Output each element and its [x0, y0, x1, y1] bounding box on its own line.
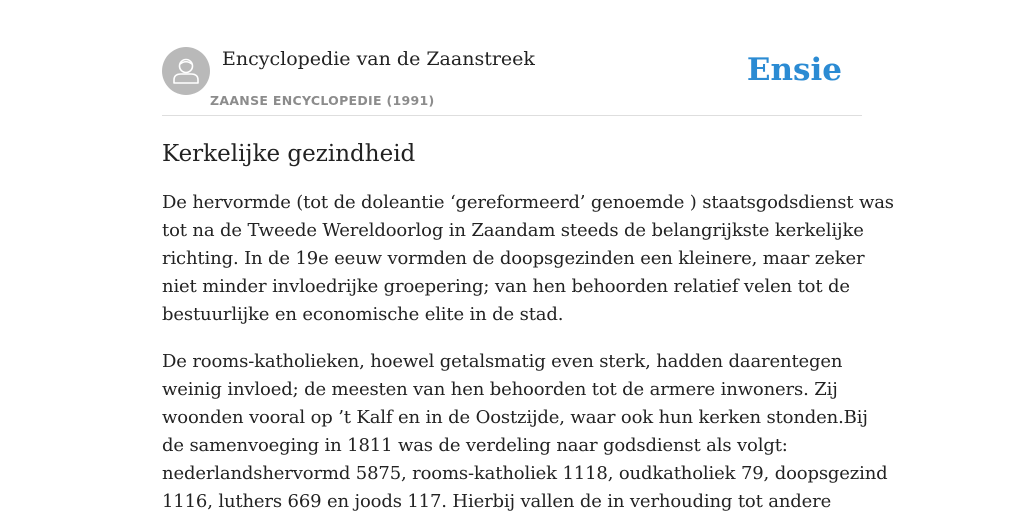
paragraph-line: tot na de Tweede Wereldoorlog in Zaandam steeds de belangrijkste kerkelijke: [162, 220, 864, 241]
paragraph-line: de samenvoeging in 1811 was de verdeling naar godsdienst als volgt:: [162, 435, 788, 456]
paragraph-line: woonden vooral op ’t Kalf en in de Oostzijde, waar ook hun kerken stonden.Bij: [162, 407, 868, 428]
paragraph-line: De hervormde (tot de doleantie ‘gereformeerd’ genoemde ) staatsgodsdienst was: [162, 192, 894, 213]
paragraph-line: 1116, luthers 669 en joods 117. Hierbij vallen de in verhouding tot andere: [162, 491, 832, 512]
paragraph-line: richting. In de 19e eeuw vormden de doopsgezinden een kleinere, maar zeker: [162, 248, 865, 269]
paragraph-line: weinig invloed; de meesten van hen behoorden tot de armere inwoners. Zij: [162, 379, 838, 400]
brand-logo[interactable]: Ensie: [746, 52, 842, 88]
avatar[interactable]: [162, 47, 210, 95]
source-title[interactable]: Encyclopedie van de Zaanstreek: [222, 48, 535, 70]
article: [162, 138, 894, 512]
paragraph-line: bestuurlijke en economische elite in de stad.: [162, 304, 564, 325]
source-header: [162, 47, 862, 115]
article-paragraph-2: [162, 348, 888, 512]
user-placeholder-icon: [162, 47, 210, 95]
article-paragraph-1: [162, 189, 894, 329]
paragraph-line: nederlandshervormd 5875, rooms-katholiek 1118, oudkatholiek 79, doopsgezind: [162, 463, 888, 484]
source-subtitle[interactable]: ZAANSE ENCYCLOPEDIE (1991): [210, 93, 435, 108]
article-title: Kerkelijke gezindheid: [162, 141, 416, 167]
paragraph-line: niet minder invloedrijke groepering; van hen behoorden relatief velen tot de: [162, 276, 850, 297]
header-divider: [162, 115, 862, 116]
paragraph-line: De rooms-katholieken, hoewel getalsmatig even sterk, hadden daarentegen: [162, 351, 843, 372]
